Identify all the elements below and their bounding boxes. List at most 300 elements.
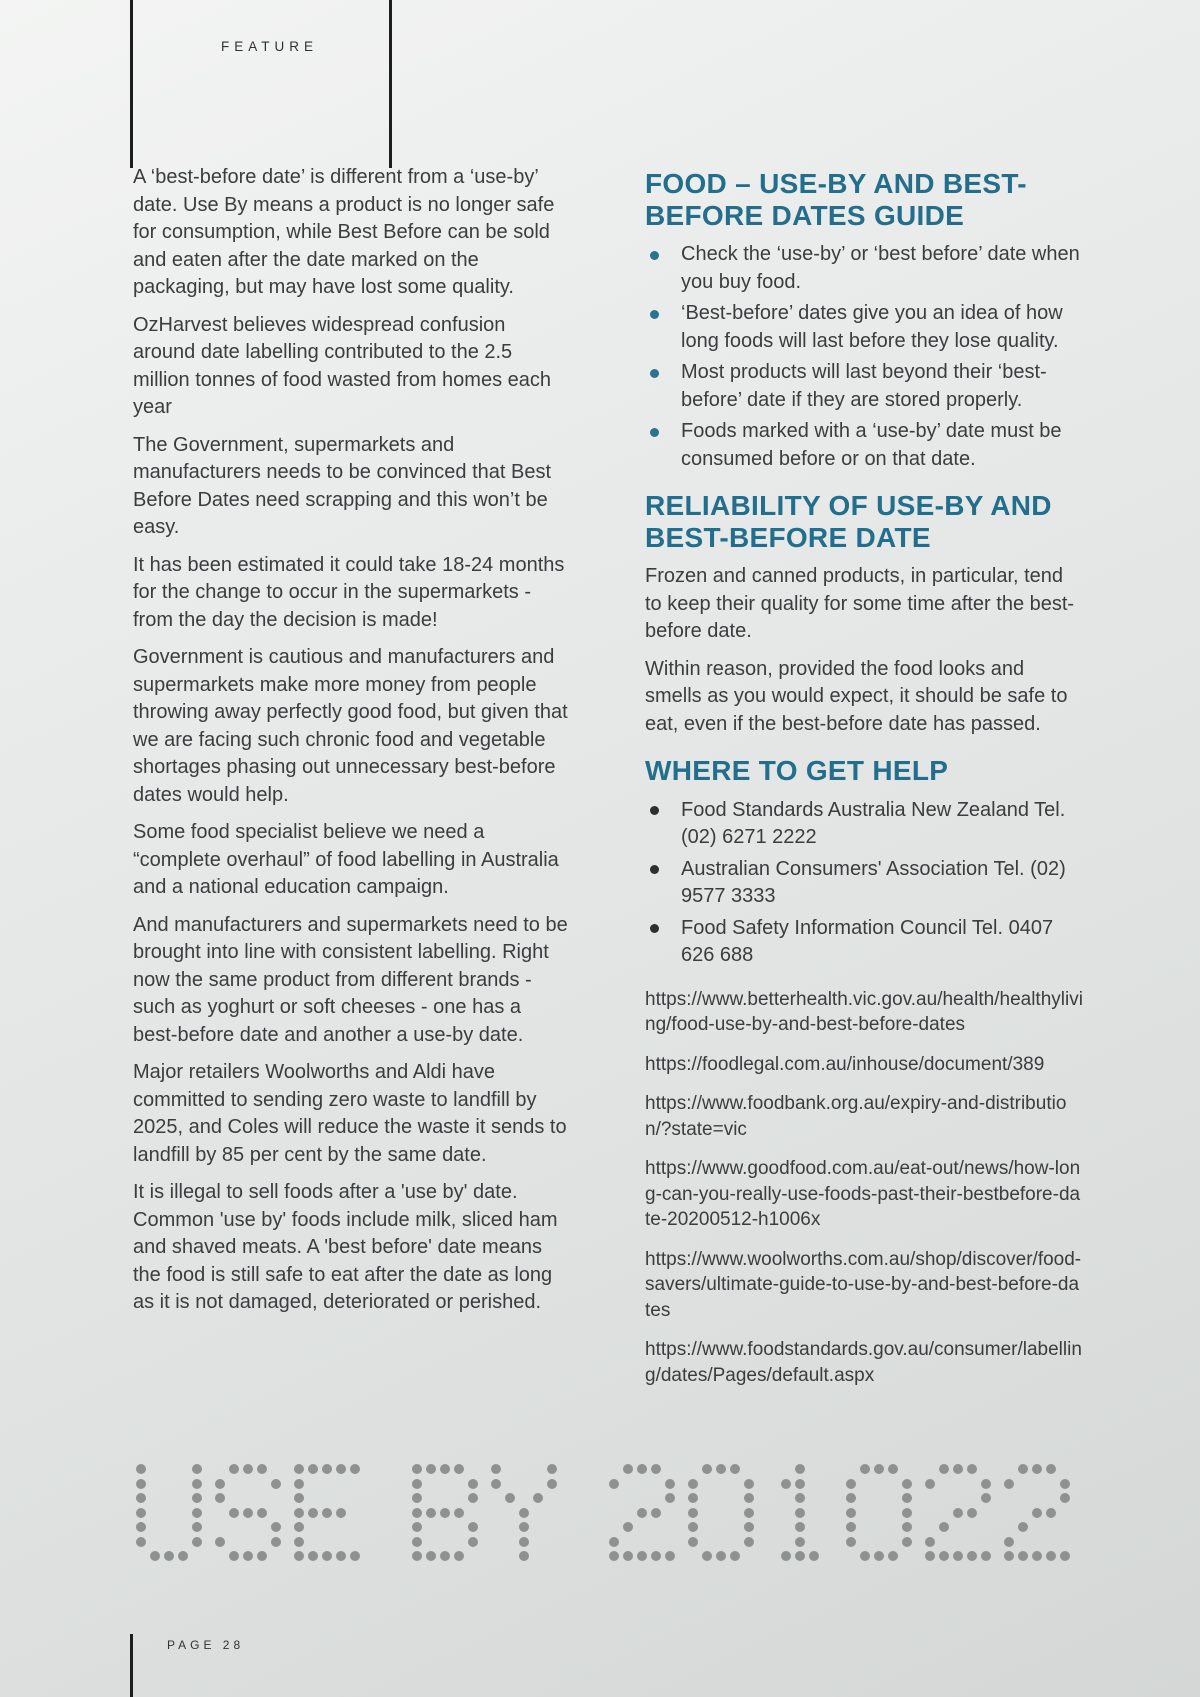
- dot: [192, 1537, 202, 1547]
- dot-empty: [271, 1551, 281, 1561]
- dot-empty: [809, 1522, 819, 1532]
- dot-empty: [243, 1522, 253, 1532]
- dot: [795, 1493, 805, 1503]
- dot-empty: [1018, 1537, 1028, 1547]
- dot-empty: [1060, 1508, 1070, 1518]
- dot-empty: [243, 1479, 253, 1489]
- body-paragraph: Some food specialist believe we need a “complete overhaul” of food labelling in Australia and a national education campaign.: [133, 821, 559, 898]
- dot-empty: [1018, 1508, 1028, 1518]
- dot-empty: [716, 1522, 726, 1532]
- dot: [902, 1508, 912, 1518]
- dot-empty: [468, 1464, 478, 1474]
- dot-empty: [623, 1479, 633, 1489]
- dot-empty: [1004, 1522, 1014, 1532]
- dot: [925, 1479, 935, 1489]
- dot: [967, 1464, 977, 1474]
- dot: [1018, 1551, 1028, 1561]
- dot-matrix-char-0: [846, 1464, 912, 1561]
- dot: [243, 1508, 253, 1518]
- dot-empty: [823, 1551, 833, 1561]
- dot-empty: [164, 1464, 174, 1474]
- dot-empty: [178, 1508, 188, 1518]
- link-text: https://www.foodbank.org.au/expiry-and-distribution/?state=vic: [645, 1093, 1067, 1140]
- dot: [336, 1551, 346, 1561]
- dot-empty: [781, 1537, 791, 1547]
- dot-empty: [547, 1493, 557, 1503]
- dot-empty: [440, 1493, 450, 1503]
- dot-empty: [716, 1508, 726, 1518]
- dot-empty: [426, 1537, 436, 1547]
- dot-empty: [609, 1464, 619, 1474]
- dot-empty: [651, 1522, 661, 1532]
- dot: [257, 1508, 267, 1518]
- dot-empty: [308, 1522, 318, 1532]
- dot-empty: [547, 1551, 557, 1561]
- dot: [1032, 1508, 1042, 1518]
- dot-empty: [1018, 1479, 1028, 1489]
- dot-empty: [336, 1537, 346, 1547]
- dot-empty: [623, 1537, 633, 1547]
- left-column: [133, 164, 571, 1327]
- dot-matrix-char-u: [136, 1464, 202, 1561]
- dot-empty: [271, 1464, 281, 1474]
- dot-empty: [426, 1479, 436, 1489]
- dot-empty: [925, 1493, 935, 1503]
- dot-empty: [454, 1479, 464, 1489]
- dot-empty: [925, 1464, 935, 1474]
- body-paragraph: Major retailers Woolworths and Aldi have committed to sending zero waste to landfill by 2025, and Coles will reduce the waste it sends to landfill by 85 per cent by the same date.: [133, 1061, 567, 1166]
- dot-empty: [665, 1522, 675, 1532]
- dot: [308, 1464, 318, 1474]
- dot-empty: [609, 1493, 619, 1503]
- dot-empty: [336, 1493, 346, 1503]
- dot: [1046, 1464, 1056, 1474]
- footer-rule: [130, 1634, 133, 1697]
- dot: [257, 1464, 267, 1474]
- dot: [846, 1537, 856, 1547]
- page-number: PAGE 28: [167, 1638, 245, 1652]
- dot: [229, 1551, 239, 1561]
- body-paragraph: Government is cautious and manufacturers and supermarkets make more money from people throwing away perfectly good food, but given that we are facing such chronic food and vegetable shortages phasing out unnecessary best-before dates would help.: [133, 646, 568, 806]
- dot: [795, 1464, 805, 1474]
- dot: [1004, 1537, 1014, 1547]
- dot-empty: [860, 1493, 870, 1503]
- dot-empty: [519, 1493, 529, 1503]
- dot-empty: [164, 1493, 174, 1503]
- dot-empty: [350, 1537, 360, 1547]
- dot-empty: [491, 1493, 501, 1503]
- dot-empty: [533, 1537, 543, 1547]
- dot-empty: [967, 1479, 977, 1489]
- dot: [744, 1508, 754, 1518]
- dot-empty: [322, 1522, 332, 1532]
- dot-empty: [609, 1522, 619, 1532]
- dot: [981, 1479, 991, 1489]
- dot: [744, 1537, 754, 1547]
- dot: [637, 1464, 647, 1474]
- dot-empty: [150, 1537, 160, 1547]
- dot: [150, 1551, 160, 1561]
- dot-empty: [730, 1479, 740, 1489]
- dot-matrix-char-b: [412, 1464, 478, 1561]
- bullet-item: Most products will last beyond their ‘best-before’ date if they are stored properly.: [645, 359, 1083, 414]
- dot: [322, 1551, 332, 1561]
- dot: [609, 1479, 619, 1489]
- body-paragraph: OzHarvest believes widespread confusion around date labelling contributed to the 2.5 million tonnes of food wasted from homes each year: [133, 313, 551, 418]
- dot-empty: [902, 1464, 912, 1474]
- dot-empty: [533, 1522, 543, 1532]
- dot-empty: [651, 1493, 661, 1503]
- dot-empty: [716, 1479, 726, 1489]
- dot-empty: [519, 1479, 529, 1489]
- bullet-item: Australian Consumers' Association Tel. (02) 9577 3333: [645, 856, 1083, 911]
- dot: [665, 1479, 675, 1489]
- dot-empty: [981, 1464, 991, 1474]
- right-section: [645, 168, 1083, 473]
- dot-matrix-char-e: [294, 1464, 360, 1561]
- dot-empty: [809, 1537, 819, 1547]
- dot-empty: [150, 1479, 160, 1489]
- dot-empty: [702, 1522, 712, 1532]
- dot-empty: [702, 1508, 712, 1518]
- dot: [294, 1551, 304, 1561]
- dot: [795, 1479, 805, 1489]
- dot-empty: [215, 1508, 225, 1518]
- dot-empty: [925, 1522, 935, 1532]
- dot-empty: [1032, 1522, 1042, 1532]
- dot-empty: [781, 1464, 791, 1474]
- dot-empty: [874, 1493, 884, 1503]
- dot-empty: [192, 1551, 202, 1561]
- dot-empty: [547, 1508, 557, 1518]
- dot: [468, 1479, 478, 1489]
- section-heading: FOOD – USE-BY AND BEST-BEFORE DATES GUIDE: [645, 168, 1027, 231]
- dot: [1032, 1464, 1042, 1474]
- dot-empty: [767, 1493, 777, 1503]
- dot: [519, 1522, 529, 1532]
- dot-empty: [902, 1551, 912, 1561]
- dot: [519, 1508, 529, 1518]
- bullet-item: Food Safety Information Council Tel. 0407 626 688: [645, 915, 1083, 970]
- dot: [412, 1493, 422, 1503]
- dot-matrix-char-s: [215, 1464, 281, 1561]
- dot-empty: [229, 1493, 239, 1503]
- dot-empty: [215, 1464, 225, 1474]
- dot: [136, 1508, 146, 1518]
- dot-empty: [1032, 1537, 1042, 1547]
- dot-empty: [953, 1537, 963, 1547]
- dot-empty: [178, 1522, 188, 1532]
- dot-empty: [767, 1479, 777, 1489]
- dot: [271, 1522, 281, 1532]
- dot-empty: [150, 1493, 160, 1503]
- links-block: [645, 987, 1083, 1389]
- dot: [609, 1551, 619, 1561]
- dot-empty: [243, 1493, 253, 1503]
- dot-empty: [440, 1537, 450, 1547]
- dot: [547, 1479, 557, 1489]
- dot-empty: [350, 1508, 360, 1518]
- bullet-item: Food Standards Australia New Zealand Tel. (02) 6271 2222: [645, 797, 1083, 852]
- dot: [1060, 1551, 1070, 1561]
- dot-empty: [229, 1479, 239, 1489]
- dot: [412, 1479, 422, 1489]
- dot-empty: [454, 1522, 464, 1532]
- dot-empty: [981, 1537, 991, 1547]
- dot: [294, 1493, 304, 1503]
- dot-empty: [888, 1493, 898, 1503]
- dot: [271, 1537, 281, 1547]
- dot-matrix-char-2: [1004, 1464, 1070, 1561]
- dot: [426, 1464, 436, 1474]
- dot: [533, 1493, 543, 1503]
- dot: [192, 1522, 202, 1532]
- dot: [860, 1551, 870, 1561]
- dot-empty: [257, 1479, 267, 1489]
- dot-empty: [1046, 1479, 1056, 1489]
- dot-empty: [178, 1537, 188, 1547]
- dot: [215, 1537, 225, 1547]
- dot: [623, 1522, 633, 1532]
- dot-matrix-char-2: [609, 1464, 675, 1561]
- dot: [651, 1508, 661, 1518]
- dot-empty: [981, 1522, 991, 1532]
- dot: [665, 1493, 675, 1503]
- dot: [688, 1537, 698, 1547]
- dot: [744, 1479, 754, 1489]
- dot: [412, 1508, 422, 1518]
- dot: [939, 1522, 949, 1532]
- dot: [412, 1464, 422, 1474]
- dot: [925, 1551, 935, 1561]
- dot-empty: [1060, 1537, 1070, 1547]
- dot-empty: [533, 1464, 543, 1474]
- dot-empty: [1004, 1493, 1014, 1503]
- dot-empty: [809, 1493, 819, 1503]
- dot: [953, 1508, 963, 1518]
- dot-empty: [229, 1537, 239, 1547]
- feature-label: FEATURE: [221, 39, 319, 54]
- dot-empty: [823, 1464, 833, 1474]
- dot-empty: [637, 1493, 647, 1503]
- dot: [651, 1464, 661, 1474]
- header-rule-right: [389, 0, 392, 168]
- dot: [939, 1551, 949, 1561]
- dot-matrix-char-0: [688, 1464, 754, 1561]
- dot: [271, 1479, 281, 1489]
- dot-empty: [136, 1551, 146, 1561]
- dot: [1004, 1551, 1014, 1561]
- dot-empty: [1032, 1493, 1042, 1503]
- dot: [412, 1522, 422, 1532]
- dot-empty: [846, 1551, 856, 1561]
- dot-empty: [454, 1493, 464, 1503]
- dot-empty: [781, 1493, 791, 1503]
- dot: [688, 1522, 698, 1532]
- dot: [651, 1551, 661, 1561]
- dot: [440, 1464, 450, 1474]
- dot-empty: [888, 1537, 898, 1547]
- body-paragraph: The Government, supermarkets and manufacturers needs to be convinced that Best Before Dates need scrapping and this won’t be easy.: [133, 433, 552, 538]
- dot-empty: [322, 1493, 332, 1503]
- dot-empty: [215, 1522, 225, 1532]
- dot-empty: [874, 1508, 884, 1518]
- dot-empty: [215, 1551, 225, 1561]
- dot-empty: [164, 1537, 174, 1547]
- dot: [1060, 1479, 1070, 1489]
- dot-empty: [939, 1508, 949, 1518]
- dot-empty: [468, 1551, 478, 1561]
- dot: [967, 1551, 977, 1561]
- header-rule-left: [130, 0, 133, 168]
- dot-empty: [623, 1493, 633, 1503]
- dot: [243, 1551, 253, 1561]
- dot: [136, 1464, 146, 1474]
- dot-empty: [150, 1522, 160, 1532]
- dot: [322, 1508, 332, 1518]
- dot: [939, 1464, 949, 1474]
- dot-empty: [322, 1479, 332, 1489]
- dot-empty: [637, 1522, 647, 1532]
- dot-empty: [702, 1493, 712, 1503]
- dot: [716, 1551, 726, 1561]
- dot: [336, 1508, 346, 1518]
- dot: [688, 1479, 698, 1489]
- dot: [243, 1464, 253, 1474]
- dot: [192, 1464, 202, 1474]
- dot: [953, 1551, 963, 1561]
- dot-empty: [505, 1508, 515, 1518]
- dot-empty: [888, 1522, 898, 1532]
- dot-empty: [702, 1537, 712, 1547]
- dot: [609, 1537, 619, 1547]
- link-text: https://www.foodstandards.gov.au/consumer/labelling/dates/Pages/default.aspx: [645, 1339, 1082, 1386]
- dot-empty: [609, 1508, 619, 1518]
- dot: [192, 1479, 202, 1489]
- dot: [795, 1551, 805, 1561]
- dot-empty: [967, 1522, 977, 1532]
- dot-empty: [888, 1508, 898, 1518]
- dot: [491, 1479, 501, 1489]
- dot-empty: [1004, 1508, 1014, 1518]
- bullet-item: Foods marked with a ‘use-by’ date must be consumed before or on that date.: [645, 418, 1083, 473]
- dot: [294, 1479, 304, 1489]
- dot-empty: [505, 1551, 515, 1561]
- dot: [412, 1537, 422, 1547]
- dot: [412, 1551, 422, 1561]
- dot: [925, 1537, 935, 1547]
- dot: [505, 1493, 515, 1503]
- dot-empty: [823, 1508, 833, 1518]
- bullet-item: ‘Best-before’ dates give you an idea of how long foods will last before they lose quality.: [645, 300, 1083, 355]
- dot-empty: [953, 1479, 963, 1489]
- link-text: https://www.woolworths.com.au/shop/discover/food-savers/ultimate-guide-to-use-by-and-best-before-dates: [645, 1248, 1082, 1321]
- dot: [468, 1522, 478, 1532]
- body-paragraph: It has been estimated it could take 18-24 months for the change to occur in the supermarkets - from the day the decision is made!: [133, 553, 565, 631]
- dot: [229, 1508, 239, 1518]
- bullet-item: Check the ‘use-by’ or ‘best before’ date when you buy food.: [645, 241, 1083, 296]
- bullet-list: [645, 797, 1083, 970]
- dot-empty: [1032, 1479, 1042, 1489]
- dot-empty: [491, 1508, 501, 1518]
- dot-empty: [440, 1479, 450, 1489]
- dot-empty: [730, 1508, 740, 1518]
- dot: [308, 1551, 318, 1561]
- dot-empty: [336, 1522, 346, 1532]
- section-heading: RELIABILITY OF USE-BY AND BEST-BEFORE DATE: [645, 490, 1052, 553]
- dot-empty: [533, 1551, 543, 1561]
- dot-empty: [322, 1537, 332, 1547]
- dot: [136, 1479, 146, 1489]
- dot: [967, 1508, 977, 1518]
- dot: [953, 1464, 963, 1474]
- dot-matrix-space: [373, 1464, 399, 1474]
- dot-matrix-date-stamp: [136, 1464, 1083, 1561]
- dot: [702, 1551, 712, 1561]
- dot-empty: [1046, 1522, 1056, 1532]
- dot-empty: [767, 1464, 777, 1474]
- dot: [846, 1522, 856, 1532]
- dot: [440, 1551, 450, 1561]
- dot-empty: [767, 1537, 777, 1547]
- dot: [322, 1464, 332, 1474]
- dot: [491, 1464, 501, 1474]
- body-paragraph: It is illegal to sell foods after a 'use by' date. Common 'use by' foods include milk, sliced ham and shaved meats. A 'best before' date means the food is still safe to eat after the date as long as it is not damaged, deteriorated or perished.: [133, 1181, 558, 1313]
- dot-empty: [547, 1537, 557, 1547]
- dot: [454, 1464, 464, 1474]
- dot-empty: [271, 1508, 281, 1518]
- dot-empty: [781, 1522, 791, 1532]
- dot-matrix-char-1: [767, 1464, 833, 1561]
- dot-empty: [1046, 1493, 1056, 1503]
- dot: [795, 1537, 805, 1547]
- dot-empty: [623, 1508, 633, 1518]
- link-text: https://foodlegal.com.au/inhouse/document/389: [645, 1053, 1045, 1075]
- dot: [192, 1493, 202, 1503]
- dot-empty: [716, 1493, 726, 1503]
- dot: [623, 1551, 633, 1561]
- dot-empty: [491, 1551, 501, 1561]
- dot-empty: [823, 1537, 833, 1547]
- dot: [874, 1551, 884, 1561]
- dot: [1018, 1464, 1028, 1474]
- dot: [229, 1464, 239, 1474]
- dot: [1060, 1493, 1070, 1503]
- dot-empty: [823, 1522, 833, 1532]
- dot-empty: [665, 1464, 675, 1474]
- dot-empty: [651, 1537, 661, 1547]
- dot: [215, 1479, 225, 1489]
- dot: [294, 1537, 304, 1547]
- dot: [294, 1508, 304, 1518]
- dot-empty: [651, 1479, 661, 1489]
- dot-empty: [243, 1537, 253, 1547]
- dot-empty: [491, 1522, 501, 1532]
- dot-empty: [308, 1479, 318, 1489]
- dot-empty: [150, 1508, 160, 1518]
- dot-empty: [454, 1537, 464, 1547]
- dot: [781, 1479, 791, 1489]
- dot: [716, 1464, 726, 1474]
- dot-empty: [178, 1493, 188, 1503]
- dot: [1018, 1522, 1028, 1532]
- dot-empty: [257, 1493, 267, 1503]
- dot-empty: [665, 1508, 675, 1518]
- dot: [623, 1464, 633, 1474]
- dot: [136, 1537, 146, 1547]
- dot-empty: [426, 1493, 436, 1503]
- dot-matrix-char-y: [491, 1464, 557, 1561]
